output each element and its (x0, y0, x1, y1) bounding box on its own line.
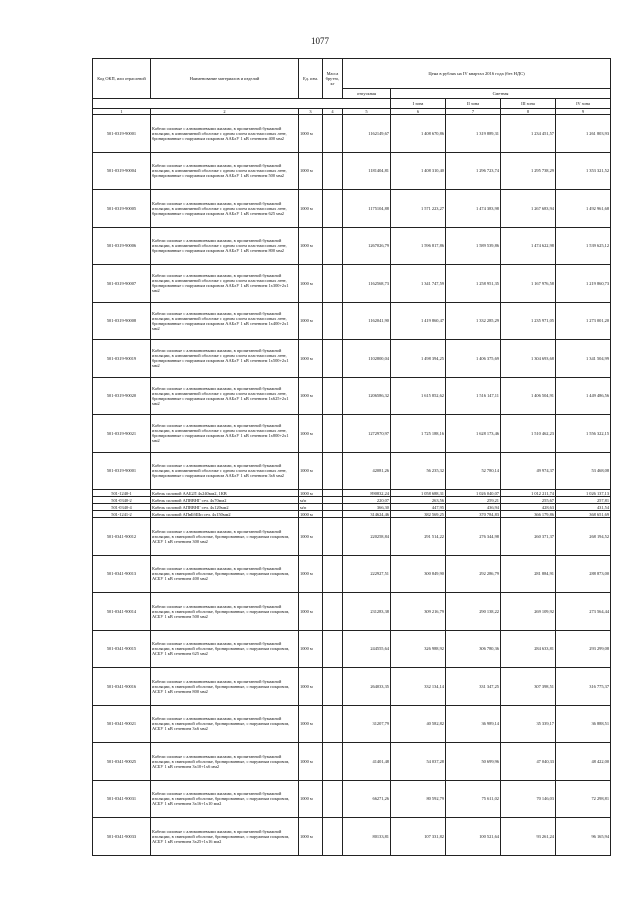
row-unit: 1000 м (299, 377, 323, 415)
row-unit: 1000 м (299, 705, 323, 743)
row-zone2-price: 1 589 539,86 (446, 227, 501, 265)
row-unit: 1000 м (299, 555, 323, 593)
row-code: 501-0319-90001 (93, 452, 151, 490)
row-zone3-price: 1 234 451,57 (501, 115, 556, 153)
row-zone2-price: 259,21 (446, 497, 501, 504)
row-zone3-price: 1 510 462,23 (501, 415, 556, 453)
row-zone3-price: 281 884,91 (501, 555, 556, 593)
row-code: 501-0319-90008 (93, 302, 151, 340)
row-zone1-price: 1 596 817,86 (391, 227, 446, 265)
row-release-price: 80133,81 (343, 818, 391, 856)
row-name: Кабели силовые с алюминиевыми жилами, в пропитанной бумажной изоляции, в алюминиевой оболочке с одним слоем пластмассовых лент, бронированные с наружным покровом ААБлУ 1 кВ сечением 3х6 мм2 (151, 452, 299, 490)
row-unit: м/п (299, 497, 323, 504)
row-mass (323, 265, 343, 303)
row-release-price: 220258,84 (343, 518, 391, 556)
row-zone2-price: 276 344,98 (446, 518, 501, 556)
row-mass (323, 190, 343, 228)
row-release-price: 264033,35 (343, 668, 391, 706)
row-name: Кабель силовой АПВВНГ сеч. 4х70мм2 (151, 497, 299, 504)
row-zone3-price: 35 339,17 (501, 705, 556, 743)
table-row (93, 743, 611, 781)
row-zone3-price: 260 371,37 (501, 518, 556, 556)
row-zone2-price: 1 406 375,69 (446, 340, 501, 378)
row-zone4-price: 268 194,52 (556, 518, 611, 556)
row-release-price: 231283,38 (343, 593, 391, 631)
row-name: Кабели силовые с алюминиевыми жилами, в пропитанной бумажной изоляции, в алюминиевой оболочке с одним слоем пластмассовых лент, бронированные с наружным покровом ААБлУ 1 кВ сечением 1х800+2х1 мм2 (151, 415, 299, 453)
row-zone3-price: 366 179,86 (501, 511, 556, 518)
row-zone1-price: 326 988,92 (391, 630, 446, 668)
row-name: Кабели силовые с алюминиевыми жилами, в пропитанной бумажной изоляции, в свинцовой оболочке, бронированные, с наружным покровом, АСБУ 1 кВ сечением 300 мм2 (151, 518, 299, 556)
row-code: 501-0341-90014 (93, 593, 151, 631)
row-release-price: 42081,26 (343, 452, 391, 490)
row-release-price: 66271,26 (343, 780, 391, 818)
table-row (93, 302, 611, 340)
row-zone4-price: 1 539 625,12 (556, 227, 611, 265)
row-name: Кабели силовые с алюминиевыми жилами, в пропитанной бумажной изоляции, в свинцовой оболочке, бронированные, с наружным покровом, АСБУ 1 кВ сечением 3х6 мм2 (151, 705, 299, 743)
row-zone3-price: 307 398,51 (501, 668, 556, 706)
row-mass (323, 555, 343, 593)
row-mass (323, 518, 343, 556)
row-code: 501-0319-90019 (93, 340, 151, 378)
row-name: Кабели силовые с алюминиевыми жилами, в пропитанной бумажной изоляции, в алюминиевой оболочке с одним слоем пластмассовых лент, бронированные с наружным покровом ААБлУ 1 кВ сечением 400 мм2 (151, 115, 299, 153)
row-zone1-price: 1 341 747,59 (391, 265, 446, 303)
header-spacer (93, 99, 391, 109)
row-zone1-price: 382 569,25 (391, 511, 446, 518)
row-zone3-price: 1 474 622,98 (501, 227, 556, 265)
row-code: 501-0341-90015 (93, 630, 151, 668)
row-zone4-price: 72 298,81 (556, 780, 611, 818)
row-zone1-price: 1 408 670,86 (391, 115, 446, 153)
row-mass (323, 593, 343, 631)
column-number: 7 (446, 109, 501, 115)
row-zone1-price: 80 592,79 (391, 780, 446, 818)
row-zone4-price: 368 651,69 (556, 511, 611, 518)
row-mass (323, 115, 343, 153)
row-code: 501-0319-90007 (93, 265, 151, 303)
row-name: Кабели силовые с алюминиевыми жилами, в пропитанной бумажной изоляции, в алюминиевой оболочке с одним слоем пластмассовых лент, бронированные с наружным покровом ААБлУ 1 кВ сечением 1х400+2х1 мм2 (151, 302, 299, 340)
row-zone2-price: 306 780,36 (446, 630, 501, 668)
row-code: 501-1241-2 (93, 511, 151, 518)
row-mass (323, 415, 343, 453)
row-unit: м/п (299, 504, 323, 511)
row-zone1-price: 56 235,32 (391, 452, 446, 490)
row-name: Кабели силовые с алюминиевыми жилами, в пропитанной бумажной изоляции, в алюминиевой оболочке с одним слоем пластмассовых лент, бронированные с наружным покровом ААБлУ 1 кВ сечением 1х300+2х1 мм2 (151, 265, 299, 303)
header-code: Код ОКП, или отраслевой (93, 59, 151, 99)
row-zone3-price: 1 167 976,58 (501, 265, 556, 303)
row-mass (323, 152, 343, 190)
header-zone2: II зона (446, 99, 501, 109)
row-release-price: 31207,79 (343, 705, 391, 743)
table-row (93, 511, 611, 518)
row-zone2-price: 1 516 147,11 (446, 377, 501, 415)
row-code: 501-0341-90025 (93, 743, 151, 781)
row-zone1-price: 291 514,22 (391, 518, 446, 556)
row-zone1-price: 1 408 310,40 (391, 152, 446, 190)
row-unit: 1000 м (299, 630, 323, 668)
row-mass (323, 377, 343, 415)
row-code: 501-0319-90004 (93, 152, 151, 190)
row-unit: 1000 м (299, 340, 323, 378)
row-unit: 1000 м (299, 593, 323, 631)
row-zone1-price: 332 134,14 (391, 668, 446, 706)
header-name: Наименование материалов и изделий (151, 59, 299, 99)
row-name: Кабели силовые с алюминиевыми жилами, в пропитанной бумажной изоляции, в свинцовой оболочке, бронированные, с наружным покровом, АСБУ 1 кВ сечением 800 мм2 (151, 668, 299, 706)
row-mass (323, 340, 343, 378)
column-number: 9 (556, 109, 611, 115)
row-zone2-price: 1 474 383,98 (446, 190, 501, 228)
row-zone1-price: 300 849,90 (391, 555, 446, 593)
row-zone2-price: 1 628 173,46 (446, 415, 501, 453)
row-zone4-price: 431,54 (556, 504, 611, 511)
row-release-price: 1272970,97 (343, 415, 391, 453)
row-zone4-price: 1 492 961,68 (556, 190, 611, 228)
table-row (93, 497, 611, 504)
header-price-group: Цена в рублях на IV квартал 2016 года (без НДС) (343, 59, 611, 89)
row-code: 501-0341-90031 (93, 780, 151, 818)
header-zone1: I зона (391, 99, 446, 109)
column-number: 5 (343, 109, 391, 115)
row-zone4-price: 288 873,00 (556, 555, 611, 593)
row-code: 501-0341-90033 (93, 818, 151, 856)
row-zone3-price: 47 040,33 (501, 743, 556, 781)
row-name: Кабель силовой АПвБбШп сеч. 4х150мм2 (151, 511, 299, 518)
row-zone4-price: 96 165,94 (556, 818, 611, 856)
row-zone1-price: 1 725 188,16 (391, 415, 446, 453)
row-unit: 1000 м (299, 668, 323, 706)
row-zone2-price: 292 286,79 (446, 555, 501, 593)
row-unit: 1000 м (299, 490, 323, 497)
row-name: Кабели силовые с алюминиевыми жилами, в пропитанной бумажной изоляции, в свинцовой оболочке, бронированные, с наружным покровом, АСБУ 1 кВ сечением 625 мм2 (151, 630, 299, 668)
row-unit: 1000 м (299, 265, 323, 303)
table-row (93, 818, 611, 856)
row-zone4-price: 1 556 322,15 (556, 415, 611, 453)
row-zone3-price: 255,67 (501, 497, 556, 504)
row-release-price: 1175104,88 (343, 190, 391, 228)
row-zone1-price: 309 216,79 (391, 593, 446, 631)
row-zone2-price: 36 989,14 (446, 705, 501, 743)
row-name: Кабель силовой ААБ2Л 4х240мм2, 1КВ (151, 490, 299, 497)
row-zone1-price: 1 058 688,31 (391, 490, 446, 497)
row-unit: 1000 м (299, 302, 323, 340)
row-zone2-price: 52 780,14 (446, 452, 501, 490)
row-zone4-price: 316 775,37 (556, 668, 611, 706)
row-unit: 1000 м (299, 743, 323, 781)
row-zone4-price: 273 564,44 (556, 593, 611, 631)
row-release-price: 890832,24 (343, 490, 391, 497)
row-zone3-price: 269 109,92 (501, 593, 556, 631)
row-mass (323, 705, 343, 743)
row-zone1-price: 263,56 (391, 497, 446, 504)
row-zone2-price: 1 258 951,35 (446, 265, 501, 303)
row-zone4-price: 1 026 137,13 (556, 490, 611, 497)
header-estimate: Сметная (391, 89, 611, 99)
row-release-price: 1162041,90 (343, 302, 391, 340)
row-unit: 1000 м (299, 152, 323, 190)
row-zone3-price: 93 261,24 (501, 818, 556, 856)
row-code: 501-0340-4 (93, 504, 151, 511)
header-unit: Ед. изм. (299, 59, 323, 99)
row-release-price: 314624,46 (343, 511, 391, 518)
row-unit: 1000 м (299, 190, 323, 228)
column-number: 6 (391, 109, 446, 115)
row-release-price: 41401,48 (343, 743, 391, 781)
row-release-price: 222927,51 (343, 555, 391, 593)
row-code: 501-0341-90016 (93, 668, 151, 706)
row-zone4-price: 36 888,51 (556, 705, 611, 743)
row-code: 501-0319-90021 (93, 415, 151, 453)
row-zone2-price: 50 699,96 (446, 743, 501, 781)
table-row (93, 630, 611, 668)
row-zone3-price: 284 633,81 (501, 630, 556, 668)
column-number: 8 (501, 109, 556, 115)
row-code: 501-0340-2 (93, 497, 151, 504)
row-code: 501-0341-90013 (93, 555, 151, 593)
row-zone4-price: 1 219 860,73 (556, 265, 611, 303)
row-unit: 1000 м (299, 511, 323, 518)
row-code: 501-0319-90020 (93, 377, 151, 415)
table-row (93, 190, 611, 228)
header-zone3: III зона (501, 99, 556, 109)
row-mass (323, 504, 343, 511)
row-zone2-price: 1 332 285,29 (446, 302, 501, 340)
column-number: 4 (323, 109, 343, 115)
row-zone2-price: 75 611,02 (446, 780, 501, 818)
row-zone4-price: 1 353 321,52 (556, 152, 611, 190)
price-table (92, 58, 611, 856)
table-row (93, 415, 611, 453)
row-zone4-price: 48 422,00 (556, 743, 611, 781)
row-name: Кабели силовые с алюминиевыми жилами, в пропитанной бумажной изоляции, в свинцовой оболочке, бронированные, с наружным покровом, АСБУ 1 кВ сечением 3х10+1х6 мм2 (151, 743, 299, 781)
row-zone4-price: 293 299,08 (556, 630, 611, 668)
header-mass: Масса брутто, кг (323, 59, 343, 99)
row-zone3-price: 1 267 683,94 (501, 190, 556, 228)
row-zone2-price: 290 138,22 (446, 593, 501, 631)
page-number: 1077 (311, 36, 329, 46)
table-row (93, 377, 611, 415)
row-zone4-price: 257,81 (556, 497, 611, 504)
row-code: 501-0319-90006 (93, 227, 151, 265)
row-name: Кабели силовые с алюминиевыми жилами, в пропитанной бумажной изоляции, в свинцовой оболочке, бронированные, с наружным покровом, АСБУ 1 кВ сечением 400 мм2 (151, 555, 299, 593)
row-zone4-price: 1 273 001,20 (556, 302, 611, 340)
table-row (93, 705, 611, 743)
row-name: Кабели силовые с алюминиевыми жилами, в пропитанной бумажной изоляции, в свинцовой оболочке, бронированные, с наружным покровом, АСБУ 1 кВ сечением 3х16+1х10 мм2 (151, 780, 299, 818)
row-release-price: 1206586,32 (343, 377, 391, 415)
row-zone3-price: 1 406 504,91 (501, 377, 556, 415)
row-zone2-price: 331 347,25 (446, 668, 501, 706)
row-unit: 1000 м (299, 452, 323, 490)
row-mass (323, 497, 343, 504)
row-name: Кабель силовой АПВВНГ сеч. 4х120мм2 (151, 504, 299, 511)
row-release-price: 244555,64 (343, 630, 391, 668)
row-release-price: 366,30 (343, 504, 391, 511)
row-zone2-price: 1 319 889,31 (446, 115, 501, 153)
table-row (93, 340, 611, 378)
row-zone3-price: 49 974,37 (501, 452, 556, 490)
row-code: 501-1240-1 (93, 490, 151, 497)
row-code: 501-0319-90005 (93, 190, 151, 228)
row-zone1-price: 1 615 852,62 (391, 377, 446, 415)
column-number: 1 (93, 109, 151, 115)
table-row (93, 504, 611, 511)
row-zone2-price: 370 784,83 (446, 511, 501, 518)
row-zone3-price: 1 295 738,29 (501, 152, 556, 190)
table-row (93, 265, 611, 303)
row-zone1-price: 1 419 860,47 (391, 302, 446, 340)
row-name: Кабели силовые с алюминиевыми жилами, в пропитанной бумажной изоляции, в алюминиевой оболочке с одним слоем пластмассовых лент, бронированные с наружным покровом ААБлУ 1 кВ сечением 625 мм2 (151, 190, 299, 228)
row-unit: 1000 м (299, 518, 323, 556)
row-zone2-price: 1 296 723,74 (446, 152, 501, 190)
row-name: Кабели силовые с алюминиевыми жилами, в пропитанной бумажной изоляции, в алюминиевой оболочке с одним слоем пластмассовых лент, бронированные с наружным покровом ААБлУ 1 кВ сечением 1х625+2х1 мм2 (151, 377, 299, 415)
row-release-price: 1102800,04 (343, 340, 391, 378)
row-mass (323, 302, 343, 340)
row-unit: 1000 м (299, 818, 323, 856)
row-zone4-price: 1 261 803,93 (556, 115, 611, 153)
row-unit: 1000 м (299, 115, 323, 153)
row-mass (323, 743, 343, 781)
table-row (93, 490, 611, 497)
row-zone4-price: 53 468,08 (556, 452, 611, 490)
row-zone3-price: 1 012 211,74 (501, 490, 556, 497)
row-zone4-price: 1 449 486,56 (556, 377, 611, 415)
row-name: Кабели силовые с алюминиевыми жилами, в пропитанной бумажной изоляции, в свинцовой оболочке, бронированные, с наружным покровом, АСБУ 1 кВ сечением 500 мм2 (151, 593, 299, 631)
table-row (93, 152, 611, 190)
row-zone1-price: 1 571 223,27 (391, 190, 446, 228)
column-number: 2 (151, 109, 299, 115)
row-code: 501-0341-90021 (93, 705, 151, 743)
row-code: 501-0319-90001 (93, 115, 151, 153)
row-release-price: 1162149,67 (343, 115, 391, 153)
table-row (93, 668, 611, 706)
table-row (93, 518, 611, 556)
row-zone1-price: 447,95 (391, 504, 446, 511)
table-row (93, 555, 611, 593)
row-mass (323, 227, 343, 265)
table-row (93, 593, 611, 631)
row-mass (323, 818, 343, 856)
row-name: Кабели силовые с алюминиевыми жилами, в пропитанной бумажной изоляции, в алюминиевой оболочке с одним слоем пластмассовых лент, бронированные с наружным покровом ААБлУ 1 кВ сечением 1х500+2х1 мм2 (151, 340, 299, 378)
row-zone3-price: 70 146,03 (501, 780, 556, 818)
table-row (93, 452, 611, 490)
header-release: отпускная (343, 89, 391, 99)
table-header (93, 59, 611, 115)
row-zone1-price: 1 498 394,25 (391, 340, 446, 378)
row-release-price: 1267026,79 (343, 227, 391, 265)
table-row (93, 227, 611, 265)
row-name: Кабели силовые с алюминиевыми жилами, в пропитанной бумажной изоляции, в алюминиевой оболочке с одним слоем пластмассовых лент, бронированные с наружным покровом ААБлУ 1 кВ сечением 500 мм2 (151, 152, 299, 190)
row-zone4-price: 1 341 504,99 (556, 340, 611, 378)
row-unit: 1000 м (299, 227, 323, 265)
column-number: 3 (299, 109, 323, 115)
row-code: 501-0341-90012 (93, 518, 151, 556)
row-mass (323, 780, 343, 818)
row-mass (323, 668, 343, 706)
row-zone2-price: 436,94 (446, 504, 501, 511)
row-mass (323, 630, 343, 668)
row-mass (323, 511, 343, 518)
row-zone1-price: 40 582,82 (391, 705, 446, 743)
row-zone3-price: 1 235 971,05 (501, 302, 556, 340)
table-body (93, 115, 611, 856)
row-zone1-price: 107 331,82 (391, 818, 446, 856)
header-zone4: IV зона (556, 99, 611, 109)
row-name: Кабели силовые с алюминиевыми жилами, в пропитанной бумажной изоляции, в свинцовой оболочке, бронированные, с наружным покровом, АСБУ 1 кВ сечением 3х25+1х16 мм2 (151, 818, 299, 856)
row-release-price: 220,07 (343, 497, 391, 504)
row-zone1-price: 54 037,28 (391, 743, 446, 781)
row-release-price: 1162568,73 (343, 265, 391, 303)
row-unit: 1000 м (299, 780, 323, 818)
row-unit: 1000 м (299, 415, 323, 453)
table-row (93, 780, 611, 818)
row-zone2-price: 100 521,64 (446, 818, 501, 856)
row-zone3-price: 428,63 (501, 504, 556, 511)
row-zone3-price: 1 304 693,68 (501, 340, 556, 378)
row-name: Кабели силовые с алюминиевыми жилами, в пропитанной бумажной изоляции, в алюминиевой оболочке с одним слоем пластмассовых лент, бронированные с наружным покровом ААБлУ 1 кВ сечением 800 мм2 (151, 227, 299, 265)
row-mass (323, 452, 343, 490)
row-zone2-price: 1 026 040,07 (446, 490, 501, 497)
table-row (93, 115, 611, 153)
row-mass (323, 490, 343, 497)
row-release-price: 1181404,81 (343, 152, 391, 190)
